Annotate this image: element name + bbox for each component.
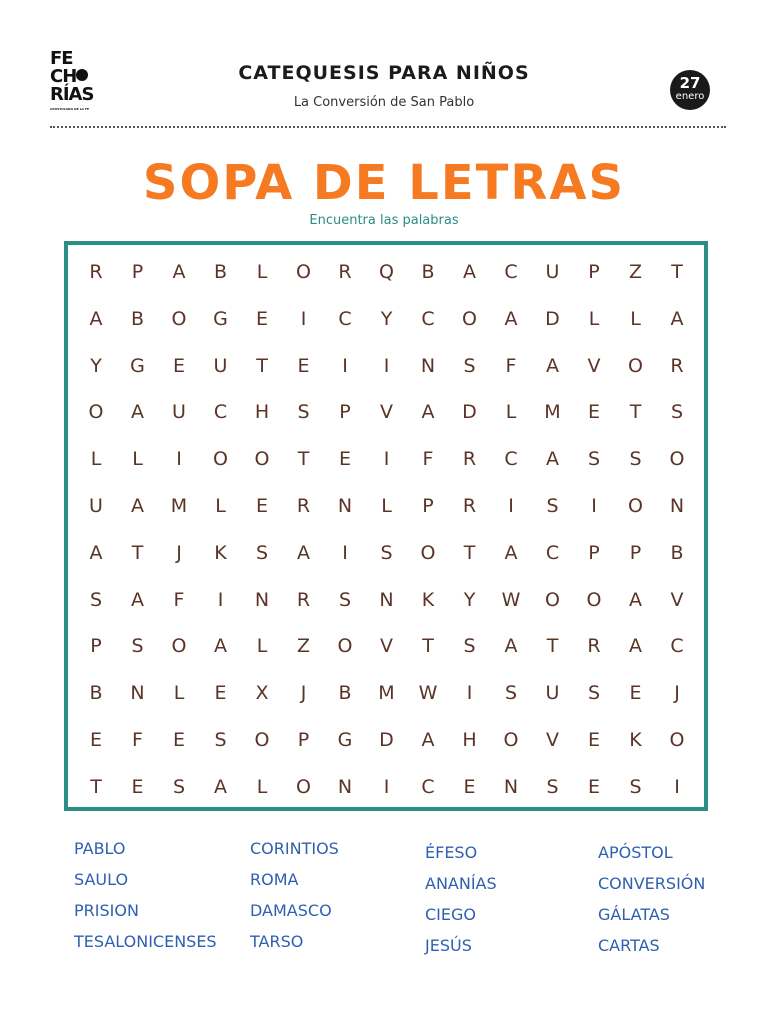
- grid-letter[interactable]: L: [256, 261, 268, 283]
- grid-letter[interactable]: T: [629, 401, 642, 424]
- word-to-find: GÁLATAS: [598, 905, 670, 924]
- dotted-divider: [50, 126, 726, 128]
- grid-letter[interactable]: A: [131, 588, 144, 611]
- grid-letter[interactable]: B: [213, 261, 228, 283]
- grid-letter[interactable]: Y: [380, 307, 393, 330]
- word-to-find: PRISION: [74, 901, 139, 920]
- grid-row: [76, 772, 698, 802]
- grid-letter[interactable]: X: [255, 682, 269, 705]
- grid-letter[interactable]: A: [629, 635, 642, 658]
- word-to-find: ANANÍAS: [425, 874, 497, 893]
- word-list-column: [598, 842, 705, 966]
- grid-letter[interactable]: E: [172, 354, 185, 377]
- grid-letter[interactable]: I: [383, 354, 390, 377]
- grid-letter[interactable]: O: [628, 495, 643, 517]
- grid-letter[interactable]: T: [671, 261, 683, 283]
- grid-letter[interactable]: O: [296, 775, 311, 798]
- grid-letter[interactable]: B: [130, 307, 145, 330]
- grid-letter[interactable]: G: [213, 307, 228, 330]
- grid-row: [76, 585, 698, 615]
- date-month: enero: [675, 91, 705, 102]
- logo-tagline: APOSTOLADO DE LA FE: [50, 107, 90, 111]
- logo-line-1: FE: [50, 48, 73, 69]
- word-to-find: TARSO: [250, 932, 304, 951]
- grid-letter[interactable]: N: [254, 588, 270, 611]
- grid-letter[interactable]: S: [89, 588, 103, 611]
- grid-row: [76, 491, 698, 521]
- grid-letter[interactable]: A: [504, 541, 518, 564]
- word-list-column: [425, 842, 497, 966]
- grid-letter[interactable]: S: [504, 682, 518, 705]
- grid-letter[interactable]: R: [296, 495, 311, 517]
- grid-letter[interactable]: L: [173, 682, 185, 705]
- grid-letter[interactable]: J: [300, 682, 307, 705]
- grid-letter[interactable]: B: [89, 682, 103, 705]
- grid-letter[interactable]: D: [462, 401, 477, 424]
- grid-letter[interactable]: S: [463, 354, 476, 377]
- grid-letter[interactable]: A: [670, 307, 684, 330]
- grid-letter[interactable]: P: [90, 635, 102, 658]
- grid-letter[interactable]: L: [215, 495, 226, 517]
- grid-letter[interactable]: A: [172, 261, 186, 283]
- grid-letter[interactable]: O: [88, 401, 104, 424]
- instruction-text: Encuentra las palabras: [309, 213, 459, 228]
- grid-row: [76, 397, 698, 427]
- grid-letter[interactable]: E: [338, 448, 351, 471]
- grid-letter[interactable]: J: [674, 682, 680, 705]
- grid-letter[interactable]: S: [587, 448, 601, 471]
- grid-letter[interactable]: E: [629, 682, 642, 705]
- grid-letter[interactable]: O: [420, 541, 436, 564]
- grid-letter[interactable]: A: [89, 307, 103, 330]
- grid-letter[interactable]: L: [630, 307, 641, 330]
- grid-letter[interactable]: O: [296, 261, 311, 283]
- grid-letter[interactable]: A: [131, 401, 144, 424]
- grid-letter[interactable]: O: [586, 588, 602, 611]
- grid-letter[interactable]: P: [339, 401, 351, 424]
- grid-letter[interactable]: E: [297, 354, 310, 377]
- grid-letter[interactable]: S: [546, 495, 559, 517]
- grid-letter[interactable]: R: [296, 588, 311, 611]
- word-to-find: DAMASCO: [250, 901, 332, 920]
- grid-letter[interactable]: A: [131, 495, 144, 517]
- grid-letter[interactable]: O: [628, 354, 643, 377]
- grid-letter[interactable]: O: [171, 635, 187, 658]
- grid-letter[interactable]: A: [463, 261, 476, 283]
- grid-letter[interactable]: E: [587, 729, 600, 751]
- grid-letter[interactable]: L: [256, 635, 268, 658]
- grid-letter[interactable]: Y: [463, 588, 476, 611]
- grid-letter[interactable]: S: [463, 635, 476, 658]
- word-to-find: CONVERSIÓN: [598, 874, 706, 893]
- grid-letter[interactable]: A: [214, 635, 227, 658]
- page-header-title: CATEQUESIS PARA NIÑOS: [238, 62, 530, 84]
- word-to-find: JESÚS: [425, 936, 472, 955]
- word-to-find: PABLO: [74, 839, 126, 858]
- grid-letter[interactable]: Y: [90, 354, 102, 377]
- page-header-subtitle: La Conversión de San Pablo: [293, 95, 475, 110]
- word-list-column: [74, 838, 217, 962]
- grid-letter[interactable]: A: [546, 354, 559, 377]
- word-to-find: ÉFESO: [425, 843, 478, 862]
- grid-letter[interactable]: O: [669, 448, 685, 471]
- grid-letter[interactable]: T: [546, 635, 559, 658]
- grid-letter[interactable]: U: [213, 354, 228, 377]
- grid-letter[interactable]: U: [172, 401, 186, 424]
- grid-letter[interactable]: T: [131, 541, 144, 564]
- grid-letter[interactable]: B: [421, 261, 435, 283]
- word-to-find: SAULO: [74, 870, 129, 889]
- grid-letter[interactable]: N: [130, 682, 145, 705]
- grid-letter[interactable]: Z: [296, 635, 311, 658]
- grid-letter[interactable]: I: [591, 495, 597, 517]
- grid-letter[interactable]: C: [670, 635, 684, 658]
- grid-letter[interactable]: S: [255, 541, 269, 564]
- grid-letter[interactable]: O: [503, 729, 519, 751]
- grid-letter[interactable]: I: [466, 682, 473, 705]
- grid-letter[interactable]: L: [381, 495, 392, 517]
- grid-letter[interactable]: F: [422, 448, 434, 471]
- date-day: 27: [679, 74, 701, 92]
- grid-row: [76, 444, 698, 474]
- grid-letter[interactable]: I: [217, 588, 224, 611]
- grid-letter[interactable]: V: [546, 729, 559, 751]
- grid-letter[interactable]: Z: [628, 261, 643, 283]
- grid-letter[interactable]: O: [213, 448, 228, 471]
- grid-letter[interactable]: K: [421, 588, 435, 611]
- word-to-find: TESALONICENSES: [74, 932, 217, 951]
- word-search-grid: [64, 241, 708, 811]
- grid-letter[interactable]: N: [337, 495, 353, 517]
- date-badge: [670, 70, 710, 110]
- grid-letter[interactable]: R: [338, 261, 352, 283]
- word-to-find: APÓSTOL: [598, 843, 673, 862]
- grid-letter[interactable]: O: [254, 729, 270, 751]
- grid-letter[interactable]: C: [504, 261, 518, 283]
- grid-letter[interactable]: V: [670, 588, 684, 611]
- grid-letter[interactable]: R: [89, 261, 103, 283]
- grid-letter[interactable]: B: [338, 682, 352, 705]
- grid-letter[interactable]: S: [214, 729, 227, 751]
- grid-letter[interactable]: E: [255, 307, 268, 330]
- grid-letter[interactable]: O: [254, 448, 270, 471]
- grid-letter[interactable]: C: [421, 307, 435, 330]
- grid-letter[interactable]: D: [545, 307, 560, 330]
- grid-letter[interactable]: S: [380, 541, 393, 564]
- grid-letter[interactable]: R: [670, 354, 684, 377]
- grid-letter[interactable]: E: [131, 775, 144, 798]
- grid-letter[interactable]: L: [256, 775, 268, 798]
- grid-letter[interactable]: M: [544, 401, 561, 424]
- grid-letter[interactable]: H: [254, 401, 270, 424]
- grid-letter[interactable]: P: [629, 541, 642, 564]
- grid-letter[interactable]: D: [379, 729, 394, 751]
- grid-letter[interactable]: E: [587, 775, 600, 798]
- grid-row: [76, 678, 698, 708]
- grid-letter[interactable]: R: [587, 635, 601, 658]
- grid-letter[interactable]: S: [546, 775, 559, 798]
- grid-letter[interactable]: F: [505, 354, 517, 377]
- grid-letter[interactable]: U: [545, 682, 560, 705]
- grid-letter[interactable]: P: [422, 495, 434, 517]
- word-to-find: ROMA: [250, 870, 299, 889]
- grid-letter[interactable]: A: [629, 588, 642, 611]
- grid-row: [76, 304, 698, 334]
- grid-letter[interactable]: S: [629, 448, 642, 471]
- grid-letter[interactable]: I: [342, 354, 348, 377]
- grid-letter[interactable]: L: [505, 401, 517, 424]
- grid-letter[interactable]: I: [300, 307, 307, 330]
- grid-letter[interactable]: C: [504, 448, 518, 471]
- grid-letter[interactable]: E: [172, 729, 185, 751]
- word-list-column: [250, 838, 339, 962]
- grid-letter[interactable]: A: [421, 401, 435, 424]
- word-to-find: CORINTIOS: [250, 839, 339, 858]
- grid-letter[interactable]: V: [587, 354, 601, 377]
- grid-letter[interactable]: M: [170, 495, 188, 517]
- grid-letter[interactable]: P: [131, 261, 144, 283]
- grid-letter[interactable]: I: [674, 775, 680, 798]
- grid-letter[interactable]: I: [176, 448, 182, 471]
- grid-row: [76, 538, 698, 568]
- grid-letter[interactable]: A: [297, 541, 310, 564]
- logo-line-2: CH: [50, 66, 77, 87]
- word-to-find: CIEGO: [425, 905, 476, 924]
- grid-letter[interactable]: U: [89, 495, 103, 517]
- grid-letter[interactable]: S: [297, 401, 310, 424]
- grid-row: [76, 257, 698, 287]
- grid-letter[interactable]: N: [379, 588, 394, 611]
- logo-line-3: RÍAS: [50, 84, 94, 105]
- grid-letter[interactable]: V: [380, 401, 393, 424]
- grid-letter[interactable]: W: [418, 682, 438, 705]
- grid-letter[interactable]: T: [256, 354, 268, 377]
- grid-letter[interactable]: E: [89, 729, 102, 751]
- grid-letter[interactable]: F: [173, 588, 185, 611]
- grid-letter[interactable]: O: [545, 588, 560, 611]
- grid-letter[interactable]: R: [462, 448, 477, 471]
- word-to-find: CARTAS: [598, 936, 660, 955]
- grid-letter[interactable]: S: [587, 682, 601, 705]
- grid-letter[interactable]: K: [629, 729, 642, 751]
- grid-letter[interactable]: A: [504, 635, 518, 658]
- grid-letter[interactable]: R: [462, 495, 477, 517]
- grid-letter[interactable]: N: [503, 775, 519, 798]
- grid-letter[interactable]: L: [588, 307, 600, 330]
- grid-letter[interactable]: C: [545, 541, 560, 564]
- grid-letter[interactable]: U: [545, 261, 560, 283]
- grid-letter[interactable]: P: [588, 261, 600, 283]
- grid-letter[interactable]: E: [255, 495, 268, 517]
- grid-letter[interactable]: O: [337, 635, 353, 658]
- grid-letter[interactable]: O: [462, 307, 477, 330]
- grid-letter[interactable]: E: [587, 401, 600, 424]
- grid-letter[interactable]: N: [669, 495, 685, 517]
- grid-letter[interactable]: I: [383, 448, 390, 471]
- page-title: SOPA DE LETRAS: [142, 155, 626, 211]
- grid-letter[interactable]: G: [130, 354, 145, 377]
- grid-letter[interactable]: Q: [379, 261, 394, 283]
- grid-letter[interactable]: A: [89, 541, 103, 564]
- grid-letter[interactable]: O: [669, 729, 685, 751]
- grid-letter[interactable]: S: [338, 588, 352, 611]
- grid-letter[interactable]: K: [214, 541, 227, 564]
- grid-letter[interactable]: A: [214, 775, 227, 798]
- grid-letter[interactable]: G: [337, 729, 353, 751]
- grid-letter[interactable]: C: [421, 775, 435, 798]
- grid-letter[interactable]: S: [172, 775, 186, 798]
- grid-letter[interactable]: A: [421, 729, 435, 751]
- grid-letter[interactable]: C: [213, 401, 228, 424]
- grid-letter[interactable]: E: [463, 775, 476, 798]
- grid-letter[interactable]: I: [383, 775, 390, 798]
- grid-row: [76, 351, 698, 381]
- grid-letter[interactable]: W: [501, 588, 521, 611]
- grid-letter[interactable]: E: [214, 682, 227, 705]
- grid-letter[interactable]: F: [132, 729, 143, 751]
- grid-letter[interactable]: N: [337, 775, 353, 798]
- grid-letter[interactable]: B: [670, 541, 684, 564]
- grid-letter[interactable]: V: [380, 635, 393, 658]
- grid-letter[interactable]: J: [176, 541, 182, 564]
- grid-letter[interactable]: S: [629, 775, 642, 798]
- grid-letter[interactable]: I: [342, 541, 348, 564]
- grid-letter[interactable]: H: [462, 729, 477, 751]
- grid-letter[interactable]: L: [132, 448, 143, 471]
- grid-letter[interactable]: P: [297, 729, 310, 751]
- grid-letter[interactable]: I: [508, 495, 514, 517]
- grid-letter[interactable]: N: [420, 354, 436, 377]
- grid-letter[interactable]: M: [378, 682, 395, 705]
- grid-letter[interactable]: T: [463, 541, 476, 564]
- grid-letter[interactable]: C: [338, 307, 352, 330]
- grid-row: [76, 725, 698, 755]
- grid-letter[interactable]: T: [90, 775, 102, 798]
- grid-letter[interactable]: S: [131, 635, 144, 658]
- grid-letter[interactable]: T: [422, 635, 434, 658]
- grid-letter[interactable]: L: [90, 448, 102, 471]
- grid-letter[interactable]: O: [171, 307, 187, 330]
- grid-letter[interactable]: P: [588, 541, 600, 564]
- grid-letter[interactable]: A: [504, 307, 518, 330]
- grid-letter[interactable]: A: [546, 448, 559, 471]
- grid-row: [76, 631, 698, 661]
- grid-letter[interactable]: S: [670, 401, 684, 424]
- grid-letter[interactable]: T: [297, 448, 310, 471]
